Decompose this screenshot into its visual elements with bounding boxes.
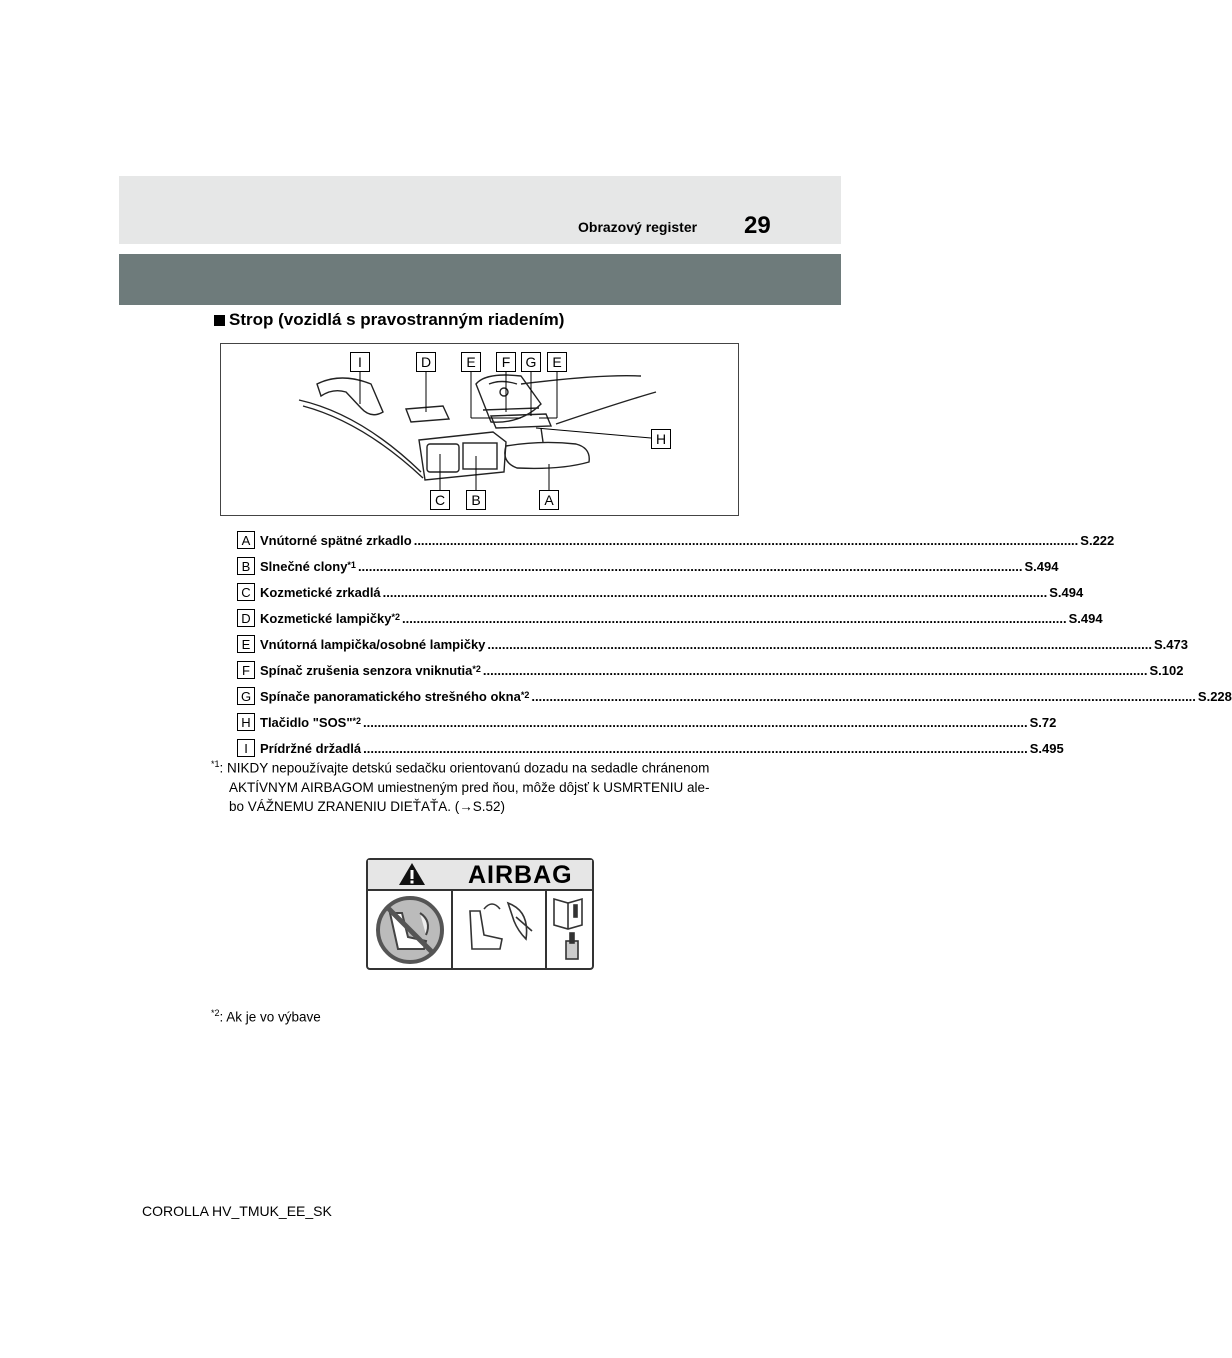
item-letter: D [237, 609, 255, 627]
page-number: 29 [744, 212, 771, 239]
footnote-text: : Ak je vo výbave [219, 1009, 321, 1025]
item-letter: H [237, 713, 255, 731]
item-letter: E [237, 635, 255, 653]
item-letter: G [237, 687, 255, 705]
airbag-deploy-icon [470, 903, 532, 949]
footnote-mark: *2 [211, 1008, 220, 1018]
item-page-ref[interactable]: S.72 [1029, 714, 1057, 730]
diagram-label-e: E [461, 352, 481, 372]
section-title: Obrazový register [578, 219, 698, 235]
diagram-label-i: I [350, 352, 370, 372]
diagram-label-h: H [651, 429, 671, 449]
item-page-ref[interactable]: S.473 [1153, 636, 1188, 652]
list-item [237, 527, 1115, 553]
item-text: Spínače panoramatického strešného okna [260, 688, 521, 704]
list-item [237, 683, 1232, 709]
diagram-label-a: A [539, 490, 559, 510]
diagram-label-c: C [430, 490, 450, 510]
item-page-ref[interactable]: S.494 [1049, 584, 1084, 600]
airbag-label-header [368, 860, 592, 891]
item-sup: *2 [391, 611, 401, 622]
item-text: Prídržné držadlá [260, 740, 362, 756]
dark-band [119, 254, 841, 305]
diagram-label-b: B [466, 490, 486, 510]
parts-list [237, 527, 1232, 761]
item-text: Kozmetické lampičky [260, 610, 392, 626]
item-page-ref[interactable]: S.495 [1029, 740, 1064, 756]
manual-book-icon [554, 899, 582, 959]
ceiling-diagram [220, 343, 739, 516]
footnote-text: : NIKDY nepoužívajte detskú sedačku orientovanú dozadu na sedadle chránenom [219, 760, 710, 776]
list-item [237, 553, 1059, 579]
footnote-mark: *1 [211, 759, 220, 769]
square-bullet-icon [214, 315, 225, 326]
list-item [237, 605, 1103, 631]
item-page-ref[interactable]: S.222 [1080, 532, 1115, 548]
list-item [237, 709, 1057, 735]
item-letter: A [237, 531, 255, 549]
item-text: Vnútorné spätné zrkadlo [260, 532, 412, 548]
item-text: Kozmetické zrkadlá [260, 584, 381, 600]
airbag-warning-label [366, 858, 594, 970]
warning-triangle-icon [398, 862, 426, 886]
item-sup: *2 [352, 715, 362, 726]
item-letter: B [237, 557, 255, 575]
diagram-label-d: D [416, 352, 436, 372]
footnote-2 [211, 1004, 321, 1027]
item-text: Spínač zrušenia senzora vniknutia [260, 662, 473, 678]
no-child-seat-icon [378, 898, 442, 962]
item-sup: *1 [347, 559, 356, 570]
sub-heading-text: Strop (vozidlá s pravostranným riadením) [229, 310, 565, 329]
item-letter: C [237, 583, 255, 601]
item-page-ref[interactable]: S.494 [1068, 610, 1103, 626]
diagram-label-e2: E [547, 352, 567, 372]
airbag-pictograms [368, 891, 592, 968]
item-page-ref[interactable]: S.102 [1149, 662, 1184, 678]
header-band [119, 176, 841, 244]
document-code: COROLLA HV_TMUK_EE_SK [142, 1203, 332, 1219]
diagram-label-g: G [521, 352, 541, 372]
item-letter: I [237, 739, 255, 757]
item-text: Slnečné clony [260, 558, 348, 574]
footnote-text: AKTÍVNYM AIRBAGOM umiestneným pred ňou, môže dôjsť k USMRTENIU ale- [229, 779, 710, 795]
item-text: Tlačidlo "SOS" [260, 714, 353, 730]
diagram-label-f: F [496, 352, 516, 372]
footnote-text: bo VÁŽNEMU ZRANENIU DIEŤAŤA. (→S.52) [229, 798, 506, 814]
item-page-ref[interactable]: S.494 [1024, 558, 1059, 574]
item-text: Vnútorná lampička/osobné lampičky [260, 636, 486, 652]
footnote-1 [211, 755, 709, 816]
list-item [237, 579, 1084, 605]
list-item [237, 631, 1188, 657]
item-sup: *2 [472, 663, 481, 674]
item-sup: *2 [520, 689, 530, 700]
item-letter: F [237, 661, 255, 679]
airbag-word: AIRBAG [468, 861, 573, 889]
sub-heading [214, 310, 564, 330]
list-item [237, 657, 1184, 683]
item-page-ref[interactable]: S.228 [1197, 688, 1232, 704]
